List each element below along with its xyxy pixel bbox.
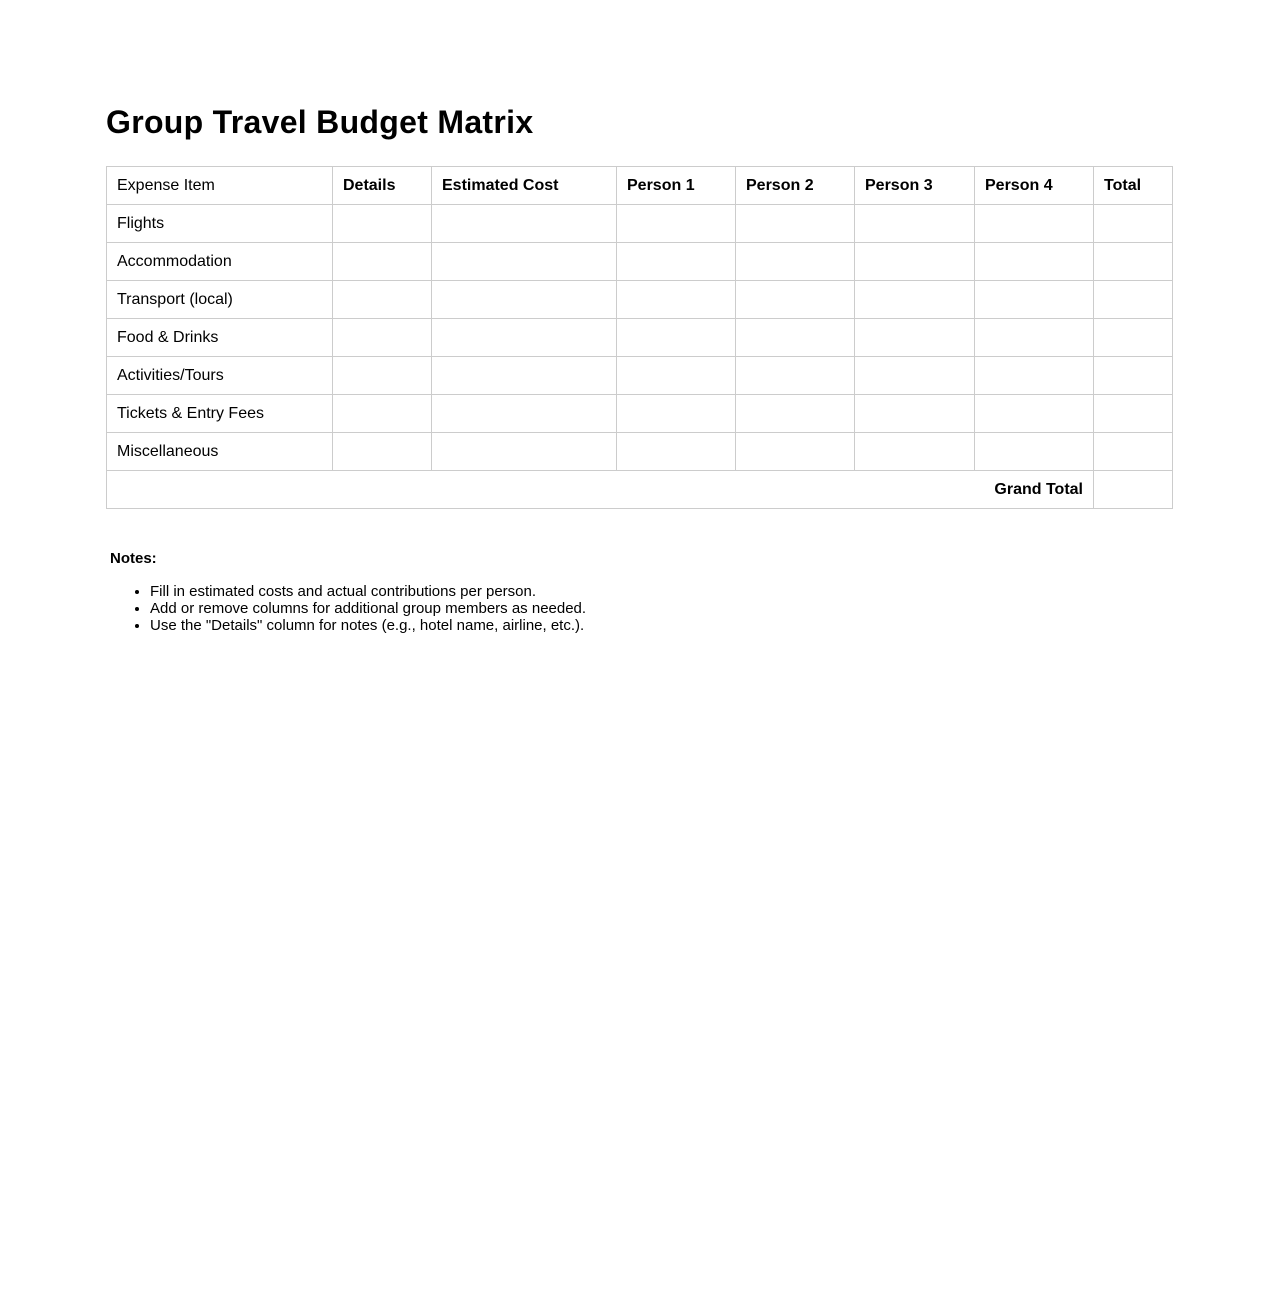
page-title: Group Travel Budget Matrix xyxy=(106,104,534,140)
estimated-cost-cell[interactable] xyxy=(432,357,617,395)
header-details: Details xyxy=(333,167,432,205)
person-1-cell[interactable] xyxy=(617,357,736,395)
expense-item-cell: Flights xyxy=(107,205,333,243)
details-cell[interactable] xyxy=(333,281,432,319)
note-item: • Add or remove columns for additional group members as needed. xyxy=(150,600,586,617)
header-total: Total xyxy=(1094,167,1173,205)
table-row xyxy=(107,319,1173,357)
person-4-cell[interactable] xyxy=(975,319,1094,357)
header-person-3: Person 3 xyxy=(855,167,975,205)
person-3-cell[interactable] xyxy=(855,281,975,319)
estimated-cost-cell[interactable] xyxy=(432,395,617,433)
total-cell[interactable] xyxy=(1094,395,1173,433)
grand-total-value-cell[interactable] xyxy=(1094,471,1173,509)
details-cell[interactable] xyxy=(333,395,432,433)
budget-table xyxy=(106,166,1173,509)
person-2-cell[interactable] xyxy=(736,433,855,471)
note-item: • Fill in estimated costs and actual contributions per person. xyxy=(150,583,586,600)
expense-item-cell: Tickets & Entry Fees xyxy=(107,395,333,433)
table-row xyxy=(107,433,1173,471)
expense-item-cell: Transport (local) xyxy=(107,281,333,319)
header-person-1: Person 1 xyxy=(617,167,736,205)
person-1-cell[interactable] xyxy=(617,319,736,357)
person-2-cell[interactable] xyxy=(736,205,855,243)
estimated-cost-cell[interactable] xyxy=(432,433,617,471)
person-2-cell[interactable] xyxy=(736,243,855,281)
notes-section xyxy=(110,550,586,634)
person-1-cell[interactable] xyxy=(617,281,736,319)
person-4-cell[interactable] xyxy=(975,395,1094,433)
person-4-cell[interactable] xyxy=(975,243,1094,281)
grand-total-row xyxy=(107,471,1173,509)
note-item: • Use the "Details" column for notes (e.g., hotel name, airline, etc.). xyxy=(150,617,586,634)
estimated-cost-cell[interactable] xyxy=(432,281,617,319)
person-1-cell[interactable] xyxy=(617,433,736,471)
grand-total-label: Grand Total xyxy=(107,471,1094,509)
total-cell[interactable] xyxy=(1094,205,1173,243)
person-3-cell[interactable] xyxy=(855,357,975,395)
person-3-cell[interactable] xyxy=(855,319,975,357)
header-row xyxy=(107,167,1173,205)
person-2-cell[interactable] xyxy=(736,395,855,433)
estimated-cost-cell[interactable] xyxy=(432,205,617,243)
person-1-cell[interactable] xyxy=(617,243,736,281)
person-2-cell[interactable] xyxy=(736,319,855,357)
header-expense-item: Expense Item xyxy=(107,167,333,205)
details-cell[interactable] xyxy=(333,243,432,281)
total-cell[interactable] xyxy=(1094,433,1173,471)
total-cell[interactable] xyxy=(1094,243,1173,281)
person-1-cell[interactable] xyxy=(617,395,736,433)
expense-item-cell: Accommodation xyxy=(107,243,333,281)
person-3-cell[interactable] xyxy=(855,395,975,433)
person-4-cell[interactable] xyxy=(975,357,1094,395)
table-row xyxy=(107,281,1173,319)
person-2-cell[interactable] xyxy=(736,357,855,395)
table-row xyxy=(107,243,1173,281)
table-row xyxy=(107,357,1173,395)
person-4-cell[interactable] xyxy=(975,205,1094,243)
person-1-cell[interactable] xyxy=(617,205,736,243)
notes-list xyxy=(110,583,586,634)
header-person-4: Person 4 xyxy=(975,167,1094,205)
document-page xyxy=(106,100,1172,634)
estimated-cost-cell[interactable] xyxy=(432,319,617,357)
person-3-cell[interactable] xyxy=(855,433,975,471)
total-cell[interactable] xyxy=(1094,281,1173,319)
person-4-cell[interactable] xyxy=(975,281,1094,319)
details-cell[interactable] xyxy=(333,433,432,471)
header-estimated-cost: Estimated Cost xyxy=(432,167,617,205)
table-row xyxy=(107,205,1173,243)
expense-item-cell: Food & Drinks xyxy=(107,319,333,357)
person-4-cell[interactable] xyxy=(975,433,1094,471)
notes-title: Notes: xyxy=(110,550,157,567)
person-2-cell[interactable] xyxy=(736,281,855,319)
person-3-cell[interactable] xyxy=(855,205,975,243)
total-cell[interactable] xyxy=(1094,357,1173,395)
details-cell[interactable] xyxy=(333,205,432,243)
expense-item-cell: Miscellaneous xyxy=(107,433,333,471)
person-3-cell[interactable] xyxy=(855,243,975,281)
header-person-2: Person 2 xyxy=(736,167,855,205)
details-cell[interactable] xyxy=(333,357,432,395)
total-cell[interactable] xyxy=(1094,319,1173,357)
details-cell[interactable] xyxy=(333,319,432,357)
estimated-cost-cell[interactable] xyxy=(432,243,617,281)
expense-item-cell: Activities/Tours xyxy=(107,357,333,395)
table-row xyxy=(107,395,1173,433)
